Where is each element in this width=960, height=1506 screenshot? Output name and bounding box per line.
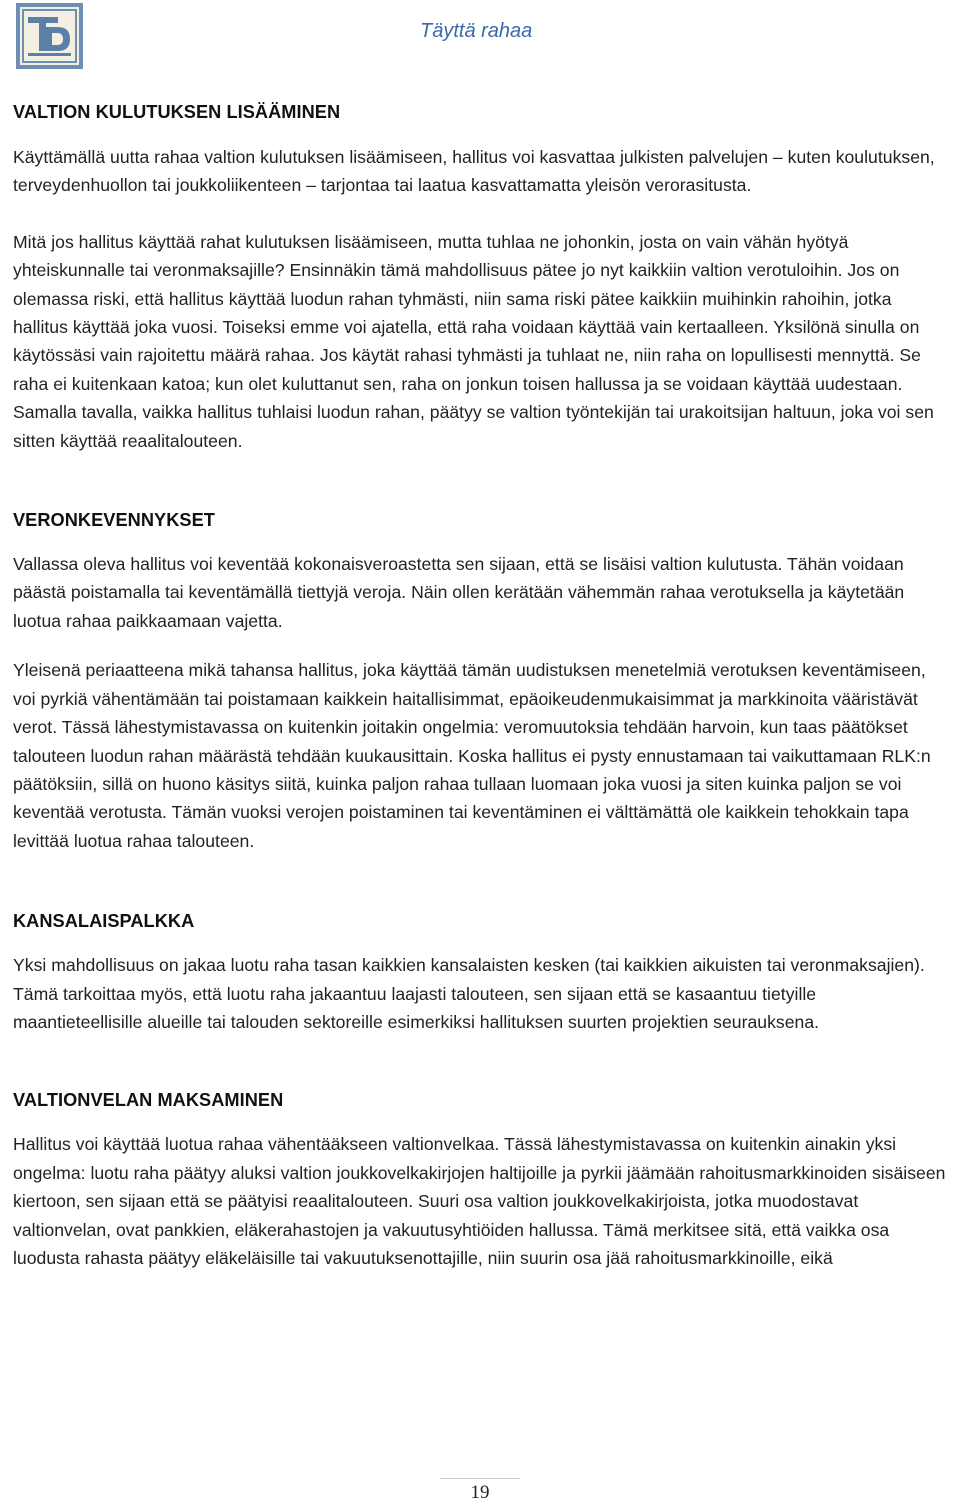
- paragraph: Käyttämällä uutta rahaa valtion kulutuksen lisäämiseen, hallitus voi kasvattaa julkisten palvelujen – kuten koulutuksen, terveydenhuollon tai joukkoliikenteen – tarjontaa tai laatua kasvattamatta yleisön verorasitusta.: [13, 147, 935, 196]
- footer-divider: [440, 1478, 520, 1479]
- section-veronkevennykset: [13, 508, 947, 855]
- section-heading: VALTIONVELAN MAKSAMINEN: [13, 1090, 284, 1111]
- paragraph: Yksi mahdollisuus on jakaa luotu raha tasan kaikkien kansalaisten kesken (tai kaikkien aikuisten tai veronmaksajien). Tämä tarkoittaa myös, että luotu raha jakaantuu laajasti talouteen, sen sijaan että se kasaantuu tietyille maantieteellisille alueille tai talouden sektoreille esimerkiksi hallituksen suurten projektien seurauksena.: [13, 955, 925, 1032]
- paragraph: Vallassa oleva hallitus voi keventää kokonaisveroastetta sen sijaan, että se lisäisi valtion kulutusta. Tähän voidaan päästä poistamalla tai keventämällä tiettyjä veroja. Näin ollen kerätään vähemmän rahaa verotuksella ja käytetään luotua rahaa paikkaamaan vajetta.: [13, 554, 905, 631]
- section-heading: VALTION KULUTUKSEN LISÄÄMINEN: [13, 102, 341, 122]
- running-header-title: Täyttä rahaa: [420, 20, 533, 42]
- paragraph: Yleisenä periaatteena mikä tahansa hallitus, joka käyttää tämän uudistuksen menetelmiä verotuksen keventämiseen, voi pyrkiä vähentämään tai poistamaan kaikkein haitallisimmat, epäoikeudenmukaisimmat ja markkinoita vääristävät verot. Tässä lähestymistavassa on kuitenkin joitakin ongelmia: veromuutoksia tehdään harvoin, kun taas päätökset talouteen luodun rahan määrästä tehdään kuukausittain. Koska hallitus ei pysty ennustamaan tai vaikuttamaan RLK:n päätöksiin, sillä on huono käsitys siitä, kuinka paljon rahaa tullaan luomaan joka vuosi ja siten kuinka paljon se voi keventää verotusta. Tämän vuoksi verojen poistaminen tai keventäminen ei välttämättä ole kaikkein tehokkain tapa levittää luotua rahaa talouteen.: [13, 660, 931, 851]
- paragraph: Mitä jos hallitus käyttää rahat kulutuksen lisäämiseen, mutta tuhlaa ne johonkin, josta on vain vähän hyötyä yhteiskunnalle tai veronmaksajille? Ensinnäkin tämä mahdollisuus pätee jo nyt kaikkiin valtion verotuloihin. Jos on olemassa riski, että hallitus käyttää luodun rahan tyhmästi, niin sama riski pätee kaikkiin muihinkin rahoihin, jotka hallitus käyttää joka vuosi. Toiseksi emme voi ajatella, että raha voidaan käyttää vain kertaalleen. Yksilönä sinulla on käytössäsi vain rajoitettu määrä rahaa. Jos käytät rahasi tyhmästi ja tuhlaat ne, niin raha on lopullisesti mennyttä. Se raha ei kuitenkaan katoa; kun olet kuluttanut sen, raha on jonkun toisen hallussa ja se voidaan käyttää uudestaan. Samalla tavalla, vaikka hallitus tuhlaisi luodun rahan, päätyy se valtion työntekijän tai urakoitsijan haltuun, joka voi sen sitten käyttää reaalitalouteen.: [13, 231, 934, 451]
- document-body: [13, 100, 947, 1272]
- section-valtionvelan-maksaminen: [13, 1088, 947, 1272]
- td-monogram-icon: [16, 3, 83, 69]
- section-heading: KANSALAISPALKKA: [13, 911, 195, 932]
- section-kansalaispalkka: [13, 909, 947, 1036]
- page-number: 19: [470, 1482, 490, 1503]
- section-heading: VERONKEVENNYKSET: [13, 510, 215, 531]
- paragraph: Hallitus voi käyttää luotua rahaa vähentääkseen valtionvelkaa. Tässä lähestymistavassa on kuitenkin ainakin yksi ongelma: luotu raha päätyy aluksi valtion joukkovelkakirjojen haltijoille ja pyrkii jäämään rahoitusmarkkinoiden sisäiseen kiertoon, sen sijaan että se päätyisi reaalitalouteen. Suuri osa valtion joukkovelkakirjoista, jotka muodostavat valtionvelan, ovat pankkien, eläkerahastojen ja vakuutusyhtiöiden hallussa. Tämä merkitsee sitä, että vaikka osa luodusta rahasta päätyy eläkeläisille tai vakuutuksenottajille, niin suurin osa jää rahoitusmarkkinoille, eikä: [13, 1134, 946, 1268]
- section-valtion-kulutus: [13, 100, 947, 455]
- publisher-logo: [16, 3, 83, 69]
